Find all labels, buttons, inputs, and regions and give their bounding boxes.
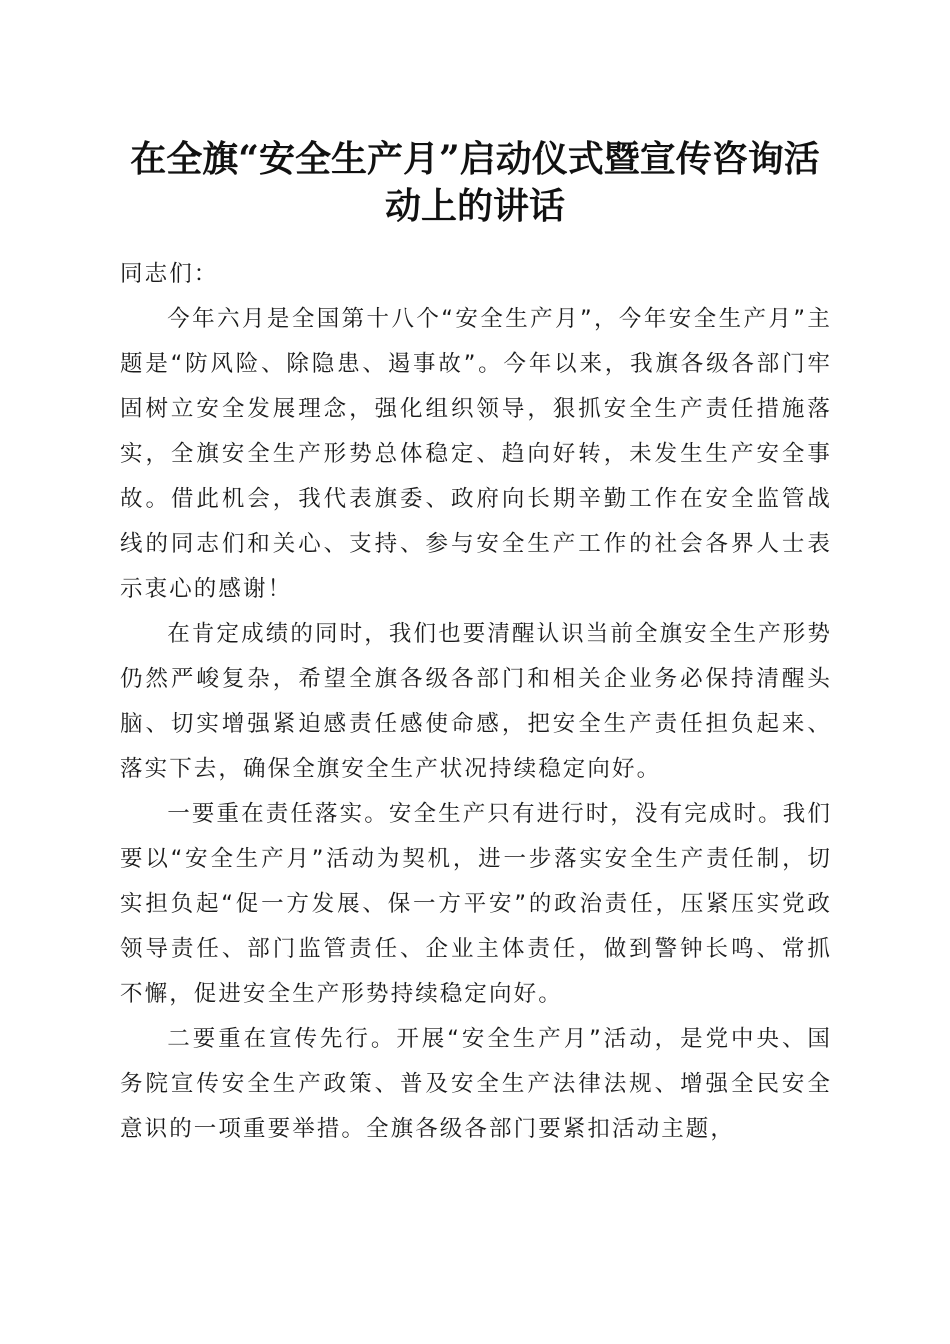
title-line-1: 在全旗“安全生产月”启动仪式暨宣传咨询活 bbox=[130, 138, 820, 180]
salutation: 同志们： bbox=[120, 261, 219, 287]
document-title bbox=[110, 136, 840, 230]
paragraph-4: 二要重在宣传先行。开展“安全生产月”活动，是党中央、国务院宣传安全生产政策、普及安全生产法律法规、增强全民安全意识的一项重要举措。全旗各级各部门要紧扣活动主题， bbox=[120, 1026, 832, 1142]
paragraph-3: 一要重在责任落实。安全生产只有进行时，没有完成时。我们要以“安全生产月”活动为契机，进一步落实安全生产责任制，切实担负起“促一方发展、保一方平安”的政治责任，压紧压实党政领导责任、部门监管责任、企业主体责任，做到警钟长鸣、常抓不懈，促进安全生产形势持续稳定向好。 bbox=[120, 801, 832, 1007]
document-body bbox=[120, 252, 832, 1152]
paragraph-2: 在肯定成绩的同时，我们也要清醒认识当前全旗安全生产形势仍然严峻复杂，希望全旗各级各部门和相关企业务必保持清醒头脑、切实增强紧迫感责任感使命感，把安全生产责任担负起来、落实下去，确保全旗安全生产状况持续稳定向好。 bbox=[120, 621, 832, 782]
paragraph-1: 今年六月是全国第十八个“安全生产月”，今年安全生产月”主题是“防风险、除隐患、遏事故”。今年以来，我旗各级各部门牢固树立安全发展理念，强化组织领导，狠抓安全生产责任措施落实，全旗安全生产形势总体稳定、趋向好转，未发生生产安全事故。借此机会，我代表旗委、政府向长期辛勤工作在安全监管战线的同志们和关心、支持、参与安全生产工作的社会各界人士表示衷心的感谢！ bbox=[120, 306, 832, 602]
title-line-2: 动上的讲话 bbox=[384, 185, 565, 227]
